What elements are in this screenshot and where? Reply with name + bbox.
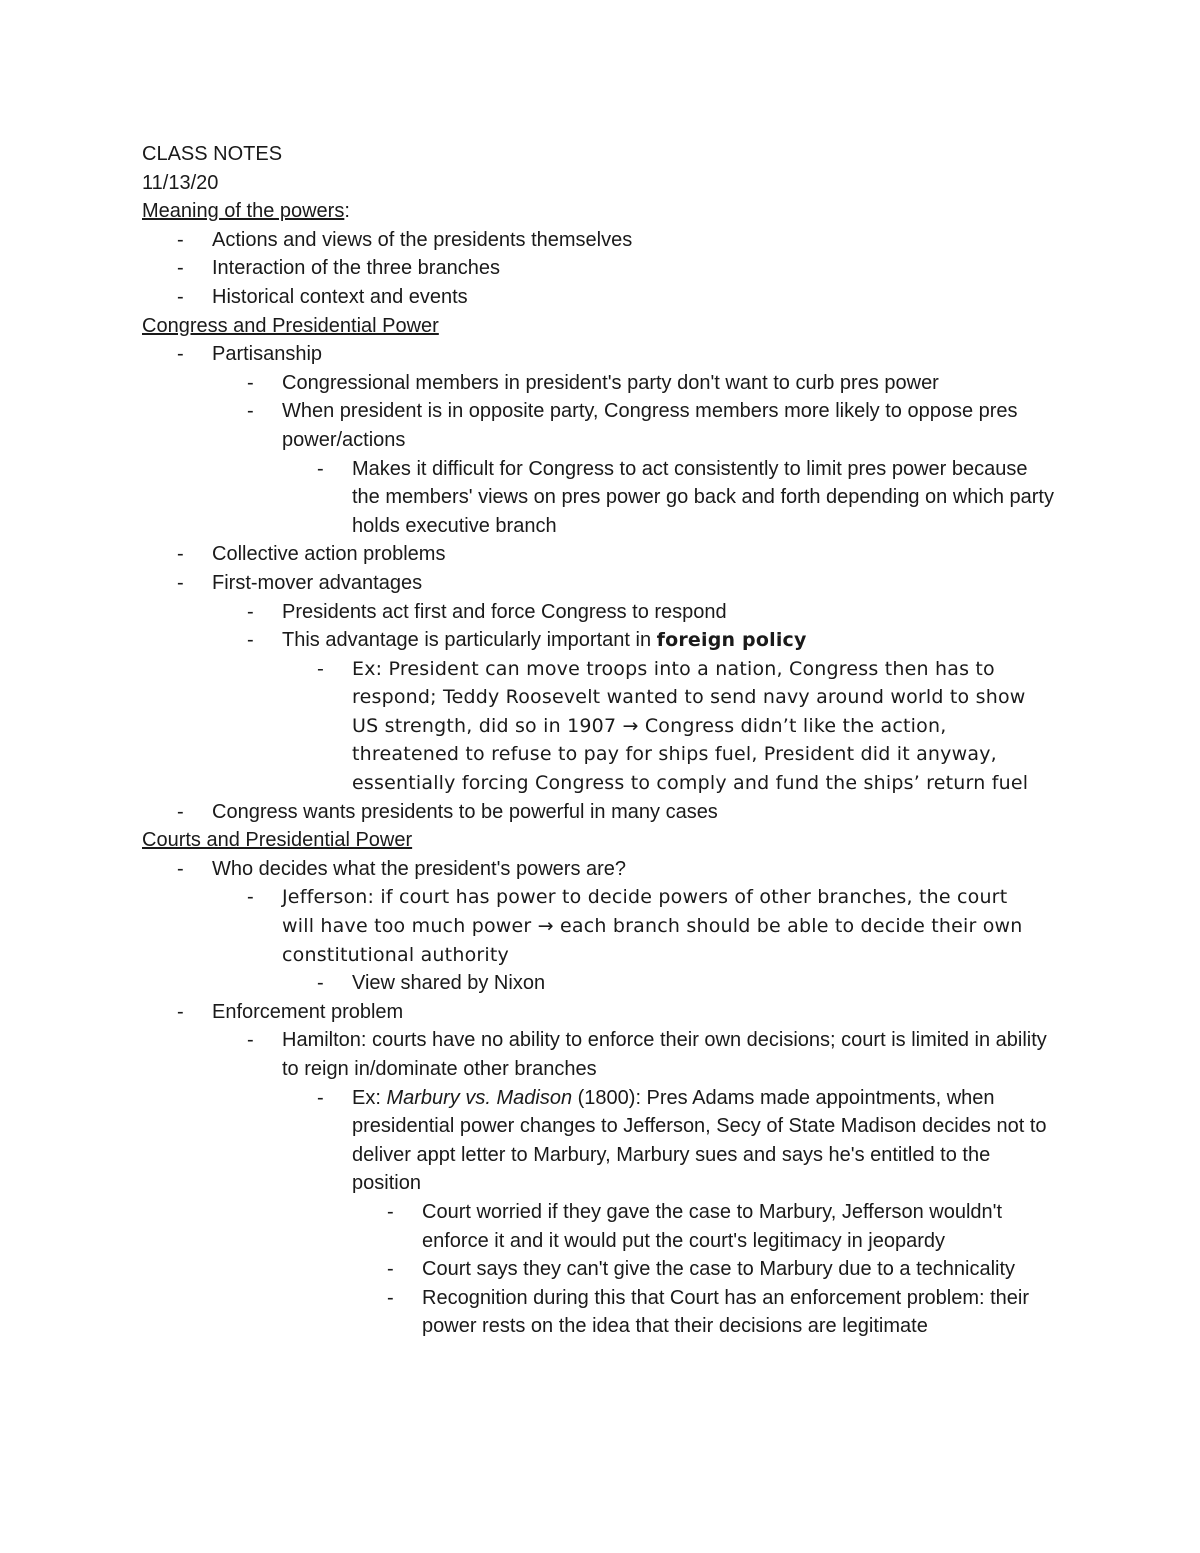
page-title: CLASS NOTES: [142, 143, 283, 165]
firstmover-label: - First-mover advantages: [212, 571, 423, 594]
marbury-sublist: [352, 1198, 1072, 1341]
list-item: - Court worried if they gave the case to Marbury, Jefferson wouldn't enforce it and it would put the court's legitimacy in jeopardy: [422, 1198, 1062, 1255]
case-name: Marbury vs. Madison: [386, 1086, 573, 1109]
partisanship-sublist: [212, 369, 1072, 541]
list-item: [212, 569, 1072, 798]
foreign-policy-bold: foreign policy: [656, 629, 807, 652]
list-item: [282, 1026, 1072, 1341]
list-item: - Recognition during this that Court has an enforcement problem: their power rests on the idea that their decisions are legitimate: [422, 1284, 1062, 1341]
section-heading-meaning: [142, 197, 1072, 226]
hamilton-text: - Hamilton: courts have no ability to enforce their own decisions; court is limited in ability to reign in/dominate other branches: [282, 1029, 1047, 1080]
notes-page: [142, 140, 1072, 1341]
heading-text: Courts and Presidential Power: [142, 829, 413, 852]
example-prefix: Ex:: [352, 1086, 387, 1109]
opposite-party-sublist: [282, 455, 1072, 541]
heading-text: Meaning of the powers: [142, 200, 345, 223]
jefferson-sublist: [282, 969, 1072, 998]
enforcement-label: - Enforcement problem: [212, 1000, 404, 1023]
list-item: - Historical context and events: [212, 283, 1072, 312]
firstmover-sublist: [212, 598, 1072, 798]
list-item: - Presidents act first and force Congress to respond: [282, 598, 1072, 627]
list-item: [352, 1084, 1072, 1341]
list-item: [212, 855, 1072, 998]
list-item: [212, 340, 1072, 540]
hamilton-sublist: [282, 1084, 1072, 1341]
list-item: [282, 397, 1072, 540]
courts-list: [142, 855, 1072, 1341]
foreign-policy-prefix: This advantage is particularly important in: [282, 629, 657, 652]
who-decides-text: - Who decides what the president's powers are?: [212, 857, 627, 880]
congress-list: [142, 340, 1072, 826]
list-item: - Congressional members in president's party don't want to curb pres power: [282, 369, 1072, 398]
example-body: (1800): Pres Adams made appointments, when presidential power changes to Jefferson, Secy of State Madison decides not to deliver appt letter to Marbury, Marbury sues and says he's entitled to the position: [352, 1086, 1047, 1195]
list-item: - Ex: President can move troops into a nation, Congress then has to respond; Teddy Roosevelt wanted to send navy around world to show US strength, did so in 1907 → Congress didn’t like the action, threatened to refuse to pay for ships fuel, President did it anyway, essentially forcing Congress to comply and fund the ships’ return fuel: [352, 655, 1057, 798]
opposite-party-text: - When president is in opposite party, Congress members more likely to oppose pres power/actions: [282, 400, 1018, 451]
list-item: - Makes it difficult for Congress to act consistently to limit pres power because the members' views on pres power go back and forth depending on which party holds executive branch: [352, 455, 1057, 541]
list-item: - Collective action problems: [212, 540, 1072, 569]
list-item: [282, 626, 1072, 798]
heading-colon: :: [344, 200, 350, 223]
list-item: - Actions and views of the presidents themselves: [212, 226, 1072, 255]
notes-date: 11/13/20: [142, 171, 219, 194]
section-heading-courts: [142, 826, 1072, 855]
enforcement-sublist: [212, 1026, 1072, 1341]
list-item: - Congress wants presidents to be powerful in many cases: [212, 798, 1072, 827]
marbury-example: [352, 1084, 1057, 1198]
list-item: - View shared by Nixon: [352, 969, 1072, 998]
list-item: - Court says they can't give the case to Marbury due to a technicality: [422, 1255, 1062, 1284]
section-heading-congress: [142, 312, 1072, 341]
meaning-list: [142, 226, 1072, 312]
list-item: - Interaction of the three branches: [212, 254, 1072, 283]
list-item: [212, 998, 1072, 1341]
list-item: [282, 883, 1072, 997]
firstmover-example-list: [282, 655, 1072, 798]
jefferson-text: - Jefferson: if court has power to decide powers of other branches, the court will have too much power → each branch should be able to decide their own constitutional authority: [282, 886, 1023, 966]
partisanship-label: - Partisanship: [212, 343, 323, 366]
who-decides-sublist: [212, 883, 1072, 997]
heading-text: Congress and Presidential Power: [142, 314, 439, 337]
